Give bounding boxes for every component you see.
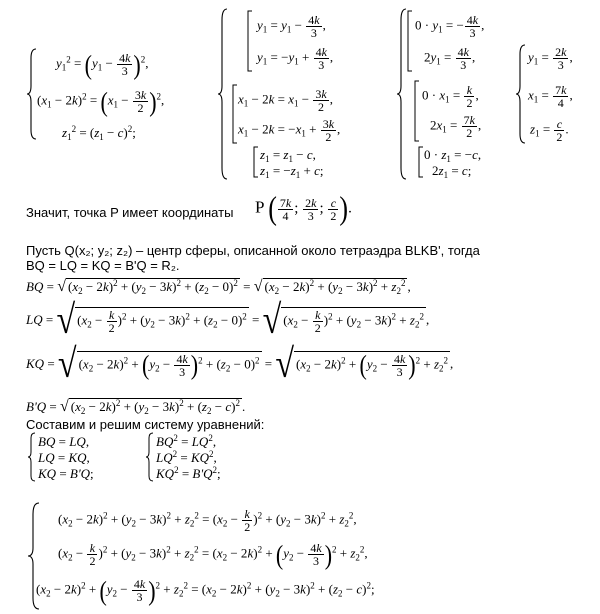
bracket-sys2-a	[247, 10, 253, 72]
sys2-a2: $y_1 = -y_1$ + $\frac{4k}{3}$ ,	[257, 45, 334, 72]
p-coords-value: P ( $\frac{7k}{4}$ ; $\frac{2k}{3}$ ; $\frac{c}{2}$ ).	[255, 190, 352, 227]
sys3-b2: $2x_1$ = $\frac{7k}{2}$ ,	[430, 113, 482, 140]
sys6-line3: $KQ^2 = B'Q^2$;	[156, 465, 221, 481]
bracket-sys3-b	[414, 80, 420, 142]
sys3-a1: $0 \cdot y_1$ = − $\frac{4k}{3}$ ,	[415, 13, 485, 40]
sys3-a2: $2y_1$ = $\frac{4k}{3}$ ,	[424, 45, 476, 72]
sys2-a1: $y_1 = y_1$ − $\frac{4k}{3}$ ,	[257, 13, 326, 40]
sys5-line3: KQ = B'Q;	[38, 466, 94, 481]
sys3-b1: $0 \cdot x_1$ = $\frac{k}{2}$ ,	[422, 83, 479, 110]
eq-r-text: BQ = LQ = KQ = B'Q = R₂.	[26, 258, 180, 273]
compose-text: Составим и решим систему уравнений:	[26, 417, 265, 432]
sys5-line1: BQ = LQ,	[38, 434, 90, 449]
sys3-c1: $0 \cdot z_1 = -c$,	[424, 147, 482, 164]
sys7-line3: $(x_2 - 2k)^2 + (y_2$ − $\frac{4k}{3}$ )$^2 + z_2^2 = (x_2 - 2k)^2 + (y_2 - 3k)^2 + (z_2 - c)^2$;	[36, 574, 375, 606]
brace-sys4	[516, 44, 526, 144]
sys4-line2: $x_1$ = $\frac{7k}{4}$ ,	[528, 83, 573, 110]
sys5-line2: LQ = KQ,	[38, 450, 90, 465]
eq-kq: KQ = √ $(x_2 - 2k)^2 + (y_2$ − $\frac{4k}{3}$ )$^2 + (z_2 - 0)^2$ = √ $(x_2 - 2k)^2 + (y_2$ − $\frac{4k}{3}$ )$^2 + z_2^2$ ,	[26, 342, 454, 387]
eq-bq: BQ = √ $(x_2 - 2k)^2 + (y_2 - 3k)^2 + (z_2 - 0)^2$ = √ $(x_2 - 2k)^2 + (y_2 - 3k)^2 + z_2^2$ ,	[26, 278, 411, 296]
sys1-line1: $y_1^2 = (y_1$ − $\frac{4k}{3}$ )$^2$,	[56, 48, 149, 80]
brace-sys5	[28, 432, 36, 482]
brace-sys3	[397, 8, 407, 180]
brace-sys2	[218, 8, 228, 180]
brace-sys1	[27, 48, 37, 140]
brace-sys6	[146, 432, 154, 482]
sys2-c1: $z_1 = z_1 - c$,	[260, 147, 316, 164]
sys6-line2: $LQ^2 = KQ^2$,	[156, 449, 217, 465]
sys7-line1: $(x_2 - 2k)^2 + (y_2 - 3k)^2 + z_2^2 = (x_2$ − $\frac{k}{2}$ )$^2 + (y_2 - 3k)^2 + z_2^2$,	[58, 507, 357, 534]
p-coords-text: Значит, точка P имеет координаты	[26, 205, 234, 220]
sys2-c2: $z_1 = -z_1 + c$;	[260, 163, 324, 180]
bracket-sys3-a	[407, 10, 413, 72]
p-letter: P	[255, 197, 265, 217]
sys6-line1: $BQ^2 = LQ^2$,	[156, 433, 217, 449]
eq-lq: LQ = √ ($x_2$ − $\frac{k}{2}$ )$^2 + (y_2 - 3k)^2 + (z_2 - 0)^2$ = √ ($x_2$ − $\frac{k}{2}$ )$^2 + (y_2 - 3k)^2 + z_2^2$ ,	[26, 298, 430, 343]
let-q-text: Пусть Q(x₂; y₂; z₂) – центр сферы, описанной около тетраэдра BLKB', тогда	[26, 243, 480, 258]
eq-bpq: B'Q = √ $(x_2 - 2k)^2 + (y_2 - 3k)^2 + (z_2 - c)^2$ .	[26, 398, 246, 416]
sys4-line1: $y_1$ = $\frac{2k}{3}$ ,	[528, 45, 573, 72]
sys2-b1: $x_1 - 2k = x_1$ − $\frac{3k}{2}$ ,	[238, 87, 333, 114]
sys1-line2: $(x_1 - 2k)^2 = (x_1$ − $\frac{3k}{2}$ )$^2$,	[37, 85, 165, 117]
sys7-line2: ($x_2$ − $\frac{k}{2}$ )$^2 + (y_2 - 3k)^2 + z_2^2 = (x_2 - 2k)^2 + (y_2$ − $\frac{4k}{3}$ )$^2 + z_2^2$,	[58, 538, 368, 570]
sys1-line3: $z_1^2 = (z_1 - c)^2$;	[62, 124, 136, 142]
sys2-b2: $x_1 - 2k = -x_1$ + $\frac{3k}{2}$ ,	[238, 117, 341, 144]
sys4-line3: $z_1$ = $\frac{c}{2}$ .	[530, 117, 569, 144]
sys3-c2: $2z_1 = c$;	[432, 163, 472, 180]
bracket-sys2-c	[253, 146, 259, 178]
